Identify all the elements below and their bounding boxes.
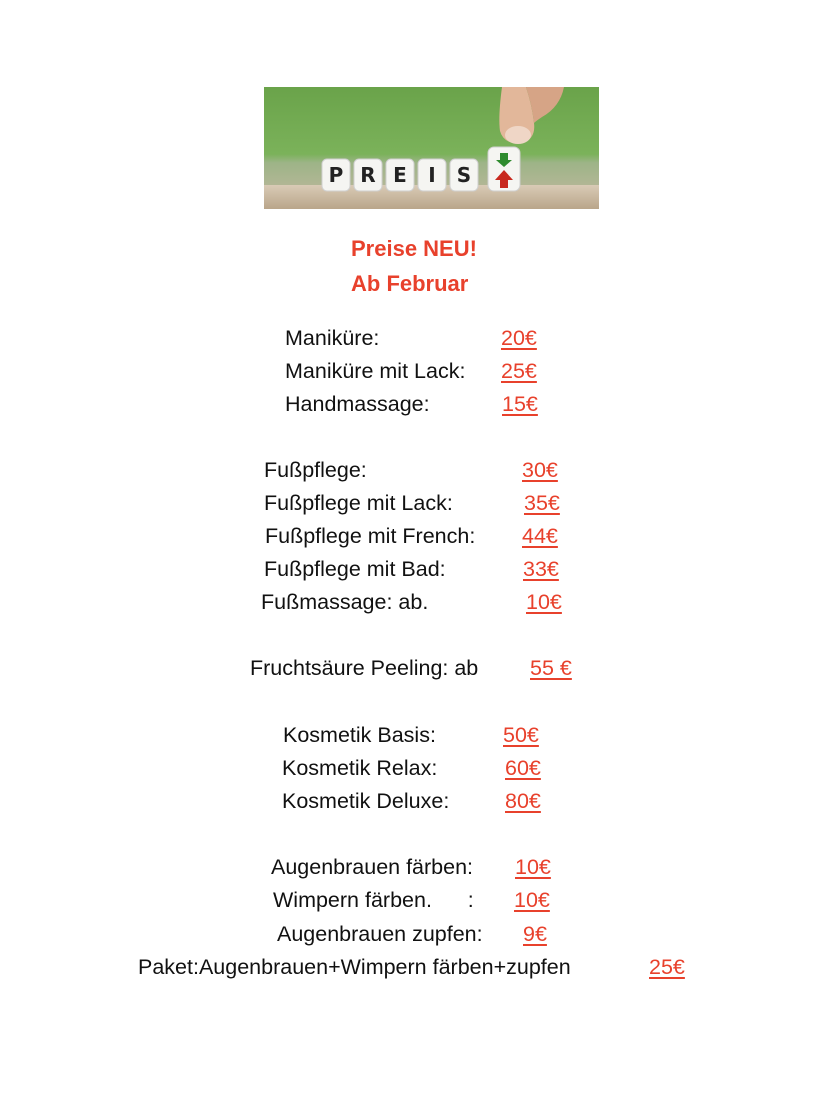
price-value: 10€ [526,590,562,614]
price-value: 50€ [503,723,539,747]
price-value: 35€ [524,491,560,515]
price-label: Kosmetik Relax: [282,756,438,780]
price-value: 10€ [515,855,551,879]
die-letter-s: S [456,163,472,187]
price-label: Augenbrauen färben: [271,855,474,879]
price-value: 25€ [501,359,537,383]
price-value: 10€ [514,888,550,912]
price-label: Wimpern färben. : [273,888,474,912]
price-label: Augenbrauen zupfen: [277,922,483,946]
price-label: Fußpflege: [264,458,367,482]
price-value: 80€ [505,789,541,813]
price-label: Maniküre mit Lack: [285,359,466,383]
die-letter-e: E [393,163,407,187]
price-label: Fußpflege mit Lack: [264,491,453,515]
die-letter-r: R [360,163,376,187]
header-image [264,87,599,209]
page-title: Preise NEU! [351,236,477,261]
price-value: 30€ [522,458,558,482]
price-value: 15€ [502,392,538,416]
page-subtitle: Ab Februar [351,271,469,296]
price-label: Handmassage: [285,392,430,416]
price-value: 60€ [505,756,541,780]
price-label: Fußpflege mit Bad: [264,557,446,581]
die-letter-i: I [428,163,436,187]
price-label: Fußmassage: ab. [261,590,429,614]
price-label: Fruchtsäure Peeling: ab [250,656,479,680]
price-label: Fußpflege mit French: [265,524,476,548]
price-value: 25€ [649,955,685,979]
price-label: Kosmetik Deluxe: [282,789,450,813]
price-label: Maniküre: [285,326,380,350]
price-value: 9€ [523,922,547,946]
price-label: Paket:Augenbrauen+Wimpern färben+zupfen [138,955,571,979]
price-value: 33€ [523,557,559,581]
die-letter-p: P [328,163,344,187]
price-value: 20€ [501,326,537,350]
price-value: 44€ [522,524,558,548]
price-label: Kosmetik Basis: [283,723,436,747]
price-value: 55 € [530,656,572,680]
